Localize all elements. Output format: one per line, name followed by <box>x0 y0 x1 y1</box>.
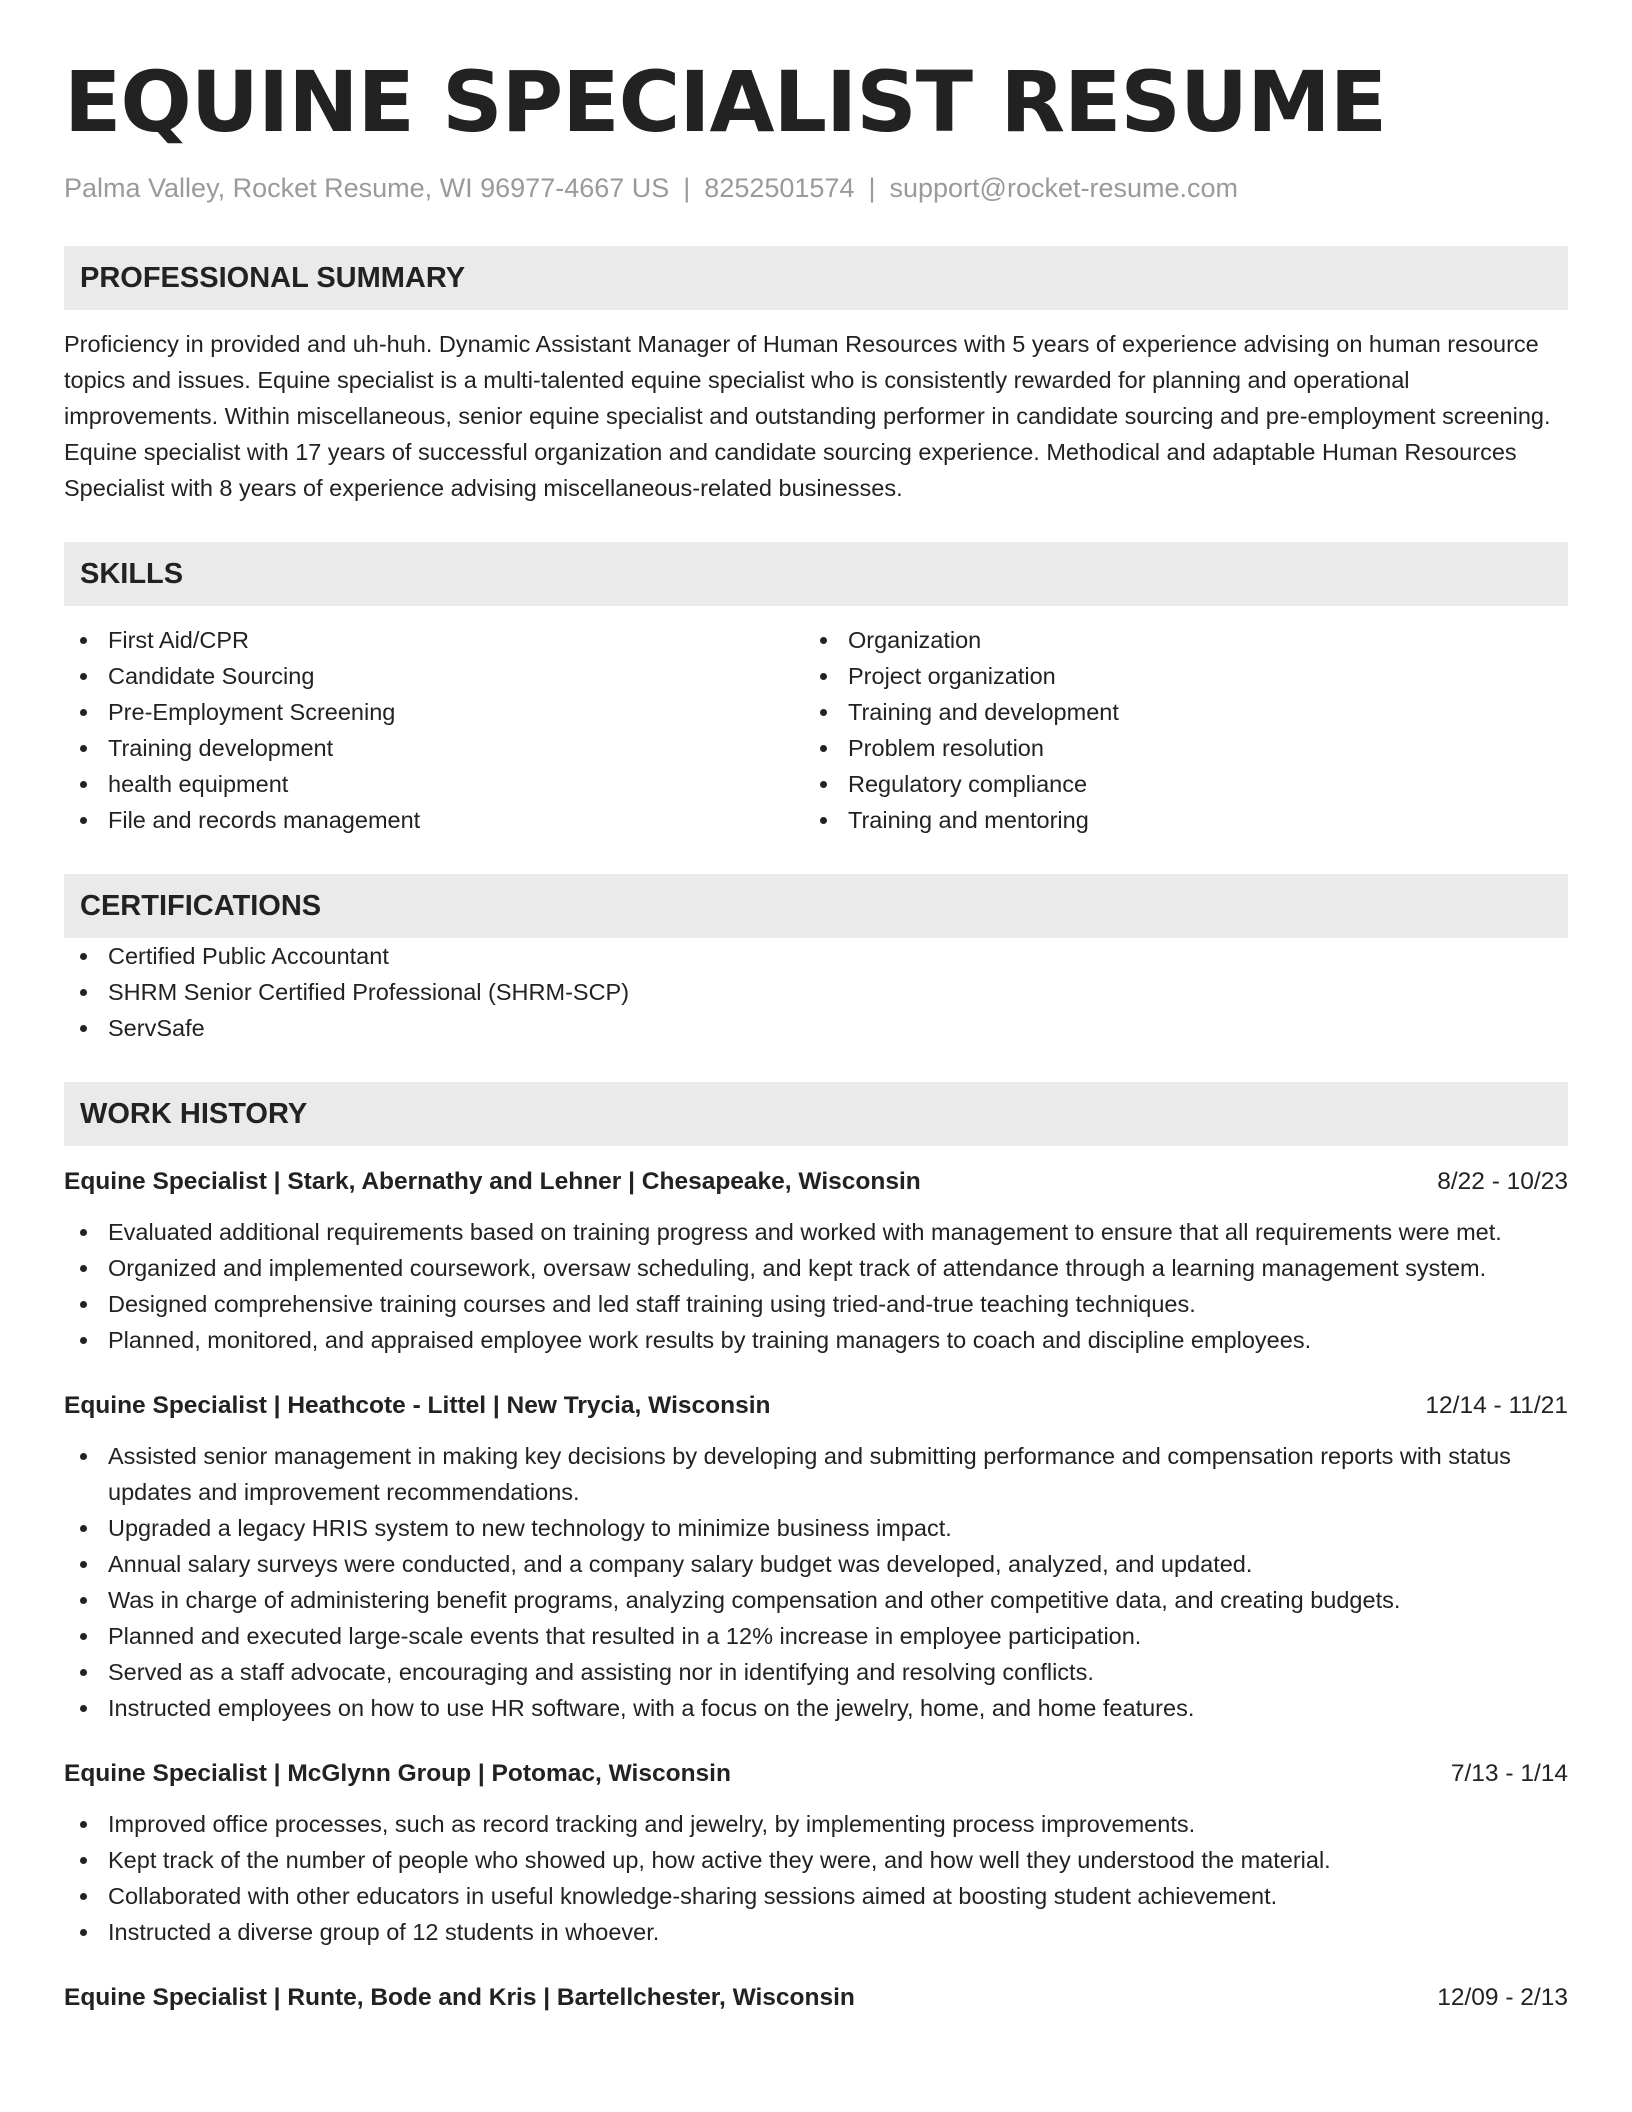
job-duty: Improved office processes, such as record tracking and jewelry, by implementing process improvements. <box>64 1806 1568 1842</box>
skills-column-right <box>804 622 1544 838</box>
job-title: Equine Specialist | McGlynn Group | Potomac, Wisconsin <box>64 1760 731 1787</box>
work-history-section <box>64 1082 1568 2016</box>
skills-list <box>64 622 804 838</box>
job-header <box>64 1164 1568 1200</box>
skill-item: Regulatory compliance <box>804 766 1544 802</box>
job-header <box>64 1756 1568 1792</box>
certifications-list <box>64 938 1568 1046</box>
job-entry <box>64 1980 1568 2016</box>
job-duty: Designed comprehensive training courses and led staff training using tried-and-true teaching techniques. <box>64 1286 1568 1322</box>
job-duty: Collaborated with other educators in useful knowledge-sharing sessions aimed at boosting student achievement. <box>64 1878 1568 1914</box>
certification-item: Certified Public Accountant <box>64 938 1568 974</box>
job-duty: Was in charge of administering benefit programs, analyzing compensation and other competitive data, and creating budgets. <box>64 1582 1568 1618</box>
skill-item: First Aid/CPR <box>64 622 804 658</box>
job-dates: 8/22 - 10/23 <box>1437 1168 1568 1195</box>
job-entry <box>64 1164 1568 1358</box>
contact-address: Palma Valley, Rocket Resume, WI 96977-4667 US <box>64 173 670 203</box>
skills-list <box>804 622 1544 838</box>
job-duty: Instructed a diverse group of 12 students in whoever. <box>64 1914 1568 1950</box>
contact-line <box>64 170 1568 206</box>
job-title: Equine Specialist | Heathcote - Littel | New Trycia, Wisconsin <box>64 1392 771 1419</box>
skills-column-left <box>64 622 804 838</box>
job-title: Equine Specialist | Runte, Bode and Kris | Bartellchester, Wisconsin <box>64 1984 855 2011</box>
section-heading: WORK HISTORY <box>64 1082 1568 1146</box>
job-duty: Annual salary surveys were conducted, and a company salary budget was developed, analyzed, and updated. <box>64 1546 1568 1582</box>
job-header <box>64 1980 1568 2016</box>
skill-item: Training and development <box>804 694 1544 730</box>
certification-item: SHRM Senior Certified Professional (SHRM-SCP) <box>64 974 1568 1010</box>
contact-email: support@rocket-resume.com <box>889 173 1239 203</box>
contact-phone: 8252501574 <box>704 173 855 203</box>
job-duties-list <box>64 1806 1568 1950</box>
skill-item: Pre-Employment Screening <box>64 694 804 730</box>
job-duties-list <box>64 1438 1568 1726</box>
skill-item: Organization <box>804 622 1544 658</box>
skill-item: Project organization <box>804 658 1544 694</box>
section-heading: SKILLS <box>64 542 1568 606</box>
job-duty: Kept track of the number of people who showed up, how active they were, and how well they understood the material. <box>64 1842 1568 1878</box>
section-heading: PROFESSIONAL SUMMARY <box>64 246 1568 310</box>
contact-separator: | <box>683 173 691 203</box>
job-dates: 7/13 - 1/14 <box>1450 1760 1568 1787</box>
certification-item: ServSafe <box>64 1010 1568 1046</box>
skill-item: Training and mentoring <box>804 802 1544 838</box>
job-duty: Assisted senior management in making key decisions by developing and submitting performance and compensation reports with status updates and improvement recommendations. <box>64 1438 1568 1510</box>
job-header <box>64 1388 1568 1424</box>
certifications-section <box>64 874 1568 1046</box>
job-duty: Upgraded a legacy HRIS system to new technology to minimize business impact. <box>64 1510 1568 1546</box>
job-duty: Organized and implemented coursework, oversaw scheduling, and kept track of attendance through a learning management system. <box>64 1250 1568 1286</box>
job-duty: Planned and executed large-scale events that resulted in a 12% increase in employee participation. <box>64 1618 1568 1654</box>
job-entry <box>64 1388 1568 1726</box>
job-duties-list <box>64 1214 1568 1358</box>
contact-separator: | <box>868 173 876 203</box>
job-duty: Evaluated additional requirements based on training progress and worked with management to ensure that all requirements were met. <box>64 1214 1568 1250</box>
job-dates: 12/14 - 11/21 <box>1425 1392 1568 1419</box>
job-duty: Planned, monitored, and appraised employee work results by training managers to coach and discipline employees. <box>64 1322 1568 1358</box>
skill-item: File and records management <box>64 802 804 838</box>
professional-summary-section <box>64 246 1568 506</box>
skills-grid <box>64 622 1568 838</box>
job-title: Equine Specialist | Stark, Abernathy and Lehner | Chesapeake, Wisconsin <box>64 1168 921 1195</box>
skill-item: Problem resolution <box>804 730 1544 766</box>
skill-item: health equipment <box>64 766 804 802</box>
job-entry <box>64 1756 1568 1950</box>
resume-title: EQUINE SPECIALIST RESUME <box>64 53 1387 151</box>
section-heading: CERTIFICATIONS <box>64 874 1568 938</box>
job-dates: 12/09 - 2/13 <box>1437 1984 1568 2011</box>
summary-text: Proficiency in provided and uh-huh. Dynamic Assistant Manager of Human Resources with 5 years of experience advising on human resource topics and issues. Equine specialist is a multi-talented equine specialist who is consistently rewarded for planning and operational improvements. Within miscellaneous, senior equine specialist and outstanding performer in candidate sourcing and pre-employment screening. Equine specialist with 17 years of successful organization and candidate sourcing experience. Methodical and adaptable Human Resources Specialist with 8 years of experience advising miscellaneous-related businesses. <box>64 331 1551 501</box>
skill-item: Training development <box>64 730 804 766</box>
job-duty: Served as a staff advocate, encouraging and assisting nor in identifying and resolving conflicts. <box>64 1654 1568 1690</box>
job-duty: Instructed employees on how to use HR software, with a focus on the jewelry, home, and home features. <box>64 1690 1568 1726</box>
skill-item: Candidate Sourcing <box>64 658 804 694</box>
skills-section <box>64 542 1568 838</box>
